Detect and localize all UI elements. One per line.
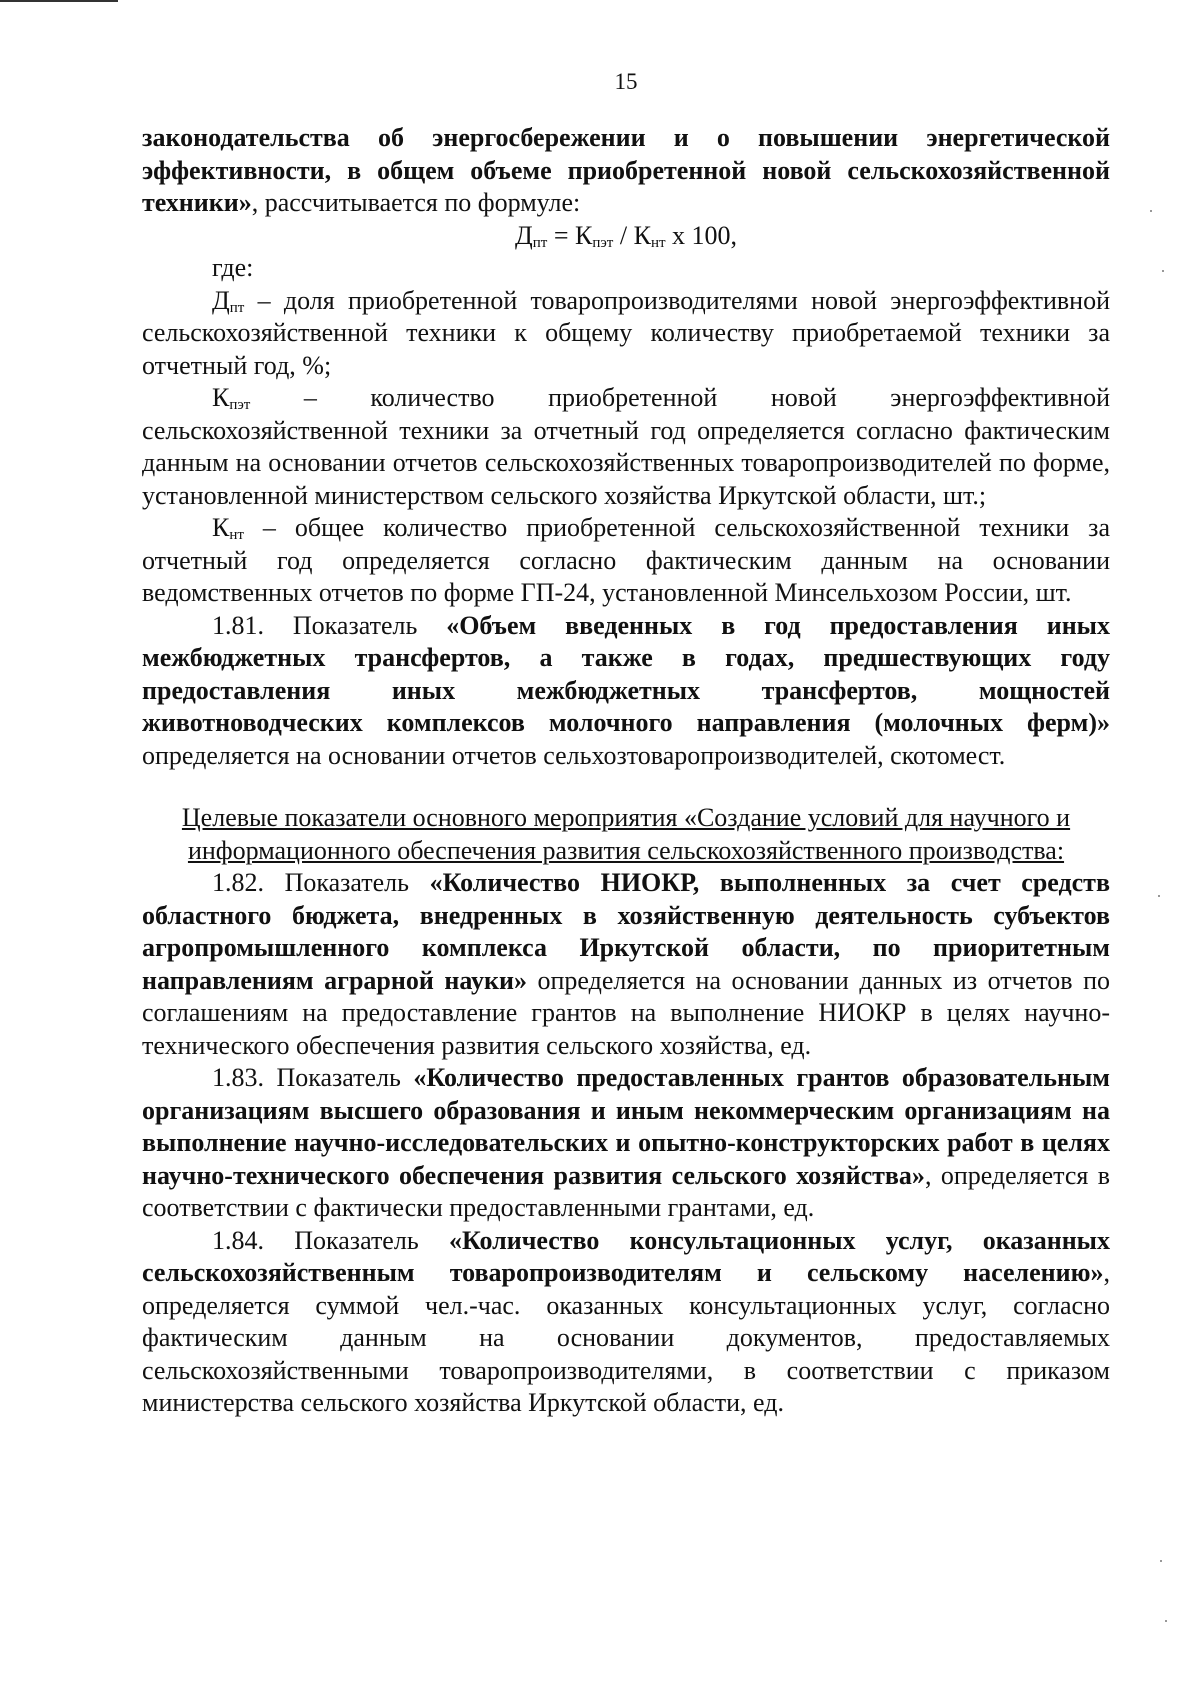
p181-bold: «Объем введенных в год предоставления иных межбюджетных трансфертов, а также в годах, предшествующих году предоставления иных межбюджетных трансфертов, мощностей животноводческих комплексов молочного направления (молочных ферм)»	[142, 610, 1110, 737]
definition-kpet	[142, 382, 1110, 512]
intro-rest: , рассчитывается по формуле:	[251, 188, 581, 217]
intro-bold: законодательства об энергосбережении и о повышении энергетической эффективности, в общем объеме приобретенной новой сельскохозяйственной техники»	[142, 123, 1110, 217]
def-subscript: нт	[229, 527, 244, 543]
def-symbol: К	[212, 513, 230, 542]
paragraph-1-82	[142, 867, 1110, 1062]
scan-speck	[1150, 210, 1152, 212]
formula-tail: х 100,	[665, 220, 738, 250]
section-heading: Целевые показатели основного мероприятия «Создание условий для научного и информационного обеспечения развития сельскохозяйственного производства:	[181, 803, 1071, 865]
scan-speck	[1162, 270, 1164, 272]
intro-paragraph	[142, 122, 1110, 220]
scan-speck	[1158, 895, 1160, 897]
def-symbol: Д	[212, 285, 230, 315]
paragraph-1-81	[142, 610, 1110, 773]
formula-k2-sub: нт	[650, 234, 666, 251]
def-text: – доля приобретенной товаропроизводителями новой энергоэффективной сельскохозяйственной техники к общему количеству приобретаемой техники за отчетный год, %;	[142, 285, 1110, 380]
scan-speck	[1165, 1620, 1167, 1622]
page-number: 15	[614, 69, 638, 94]
scan-speck	[1160, 1560, 1162, 1562]
document-body	[142, 122, 1110, 1420]
formula-eq: = К	[547, 220, 593, 250]
def-subscript: пэт	[229, 397, 251, 413]
def-subscript: пт	[229, 299, 245, 316]
def-text: – общее количество приобретенной сельскохозяйственной техники за отчетный год определяется согласно фактическим данным на основании ведомственных отчетов по форме ГП-24, установленной Минсельхозом России, шт.	[142, 513, 1110, 607]
scan-edge-mark	[0, 0, 118, 2]
p184-bold: «Количество консультационных услуг, оказанных сельскохозяйственным товаропроизводителям и сельскому населению»	[142, 1225, 1110, 1287]
p183-rest: , определяется в соответствии с фактически предоставленными грантами, ед.	[142, 1160, 1111, 1222]
paragraph-1-84	[142, 1225, 1110, 1420]
p181-rest: определяется на основании отчетов сельхозтоваропроизводителей, скотомест.	[142, 740, 1006, 770]
definition-knt	[142, 512, 1110, 610]
formula-d-sub: пт	[532, 234, 548, 251]
def-text: – количество приобретенной новой энергоэффективной сельскохозяйственной техники за отчетный год определяется согласно фактическим данным на основании отчетов сельскохозяйственных товаропроизводителей по форме, установленной министерством сельского хозяйства Иркутской области, шт.;	[142, 383, 1110, 510]
formula-d: Д	[514, 220, 533, 250]
p181-lead: 1.81. Показатель	[212, 610, 447, 640]
p182-lead: 1.82. Показатель	[212, 868, 430, 897]
p184-lead: 1.84. Показатель	[212, 1225, 449, 1255]
paragraph-1-83	[142, 1062, 1110, 1225]
where-label: где:	[212, 253, 254, 282]
p184-rest: , определяется суммой чел.-час. оказанных консультационных услуг, согласно фактическим данным на основании документов, предоставляемых сельскохозяйственными товаропроизводителями, в соответствии с приказом министерства сельского хозяйства Иркутской области, ед.	[142, 1258, 1110, 1417]
formula-k1-sub: пэт	[592, 234, 614, 251]
p182-bold: «Количество НИОКР, выполненных за счет средств областного бюджета, внедренных в хозяйственную деятельность субъектов агропромышленного комплекса Иркутской области, по приоритетным направлениям аграрной науки»	[142, 868, 1110, 995]
p182-rest: определяется на основании данных из отчетов по соглашениям на предоставление грантов на выполнение НИОКР в целях научно-технического обеспечения развития сельского хозяйства, ед.	[142, 965, 1110, 1060]
p183-bold: «Количество предоставленных грантов образовательным организациям высшего образования и иным некоммерческим организациям на выполнение научно-исследовательских и опытно-конструкторских работ в целях научно-технического обеспечения развития сельского хозяйства»	[142, 1063, 1110, 1190]
formula-div: / К	[613, 220, 651, 250]
def-symbol: К	[212, 383, 230, 412]
definition-dpt	[142, 285, 1110, 383]
formula	[142, 220, 1110, 253]
p183-lead: 1.83. Показатель	[212, 1063, 414, 1092]
